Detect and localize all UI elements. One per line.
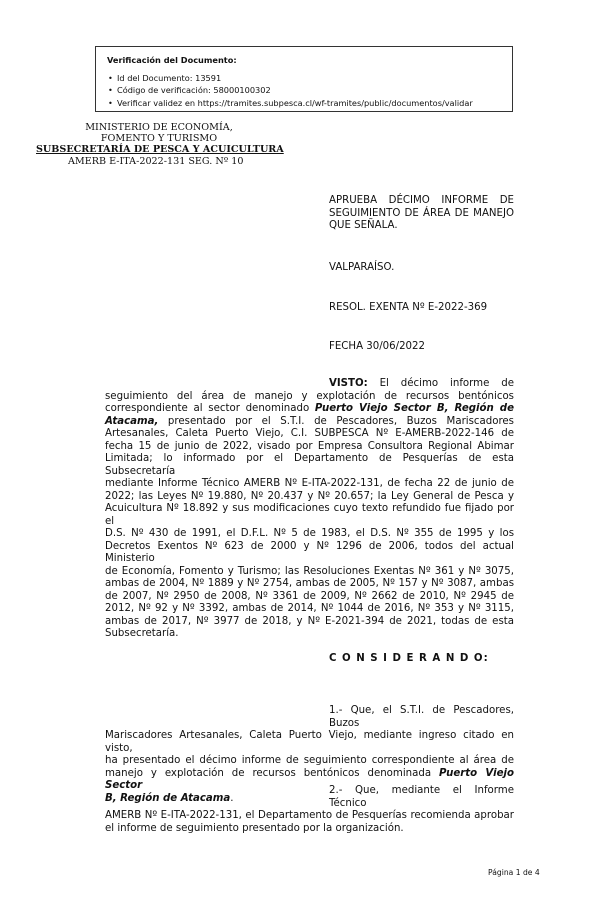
considerando-text: .	[230, 792, 234, 804]
area-name: Atacama,	[105, 415, 159, 427]
verification-code: • Código de verificación: 58000100302	[117, 84, 512, 97]
page-number: Página 1 de 4	[488, 868, 540, 877]
ministry-header	[59, 122, 259, 144]
place: VALPARAÍSO.	[329, 262, 395, 273]
visto-label: VISTO:	[329, 378, 368, 389]
verification-list	[107, 72, 512, 110]
verification-link[interactable]: • Verificar validez en https://tramites.subpesca.cl/wf-tramites/public/documentos/validar	[117, 97, 512, 110]
verification-title: Verificación del Documento:	[107, 55, 237, 65]
visto-line: Acuicultura Nº 18.892 y sus modificaciones cuyo texto refundido fue fijado por el	[105, 503, 514, 527]
visto-line: Subsecretaría.	[105, 628, 179, 639]
verification-box	[95, 46, 513, 112]
visto-text: presentado por el S.T.I. de Pescadores, Buzos Mariscadores	[158, 415, 514, 427]
area-name: Puerto Viejo Sector B, Región de	[314, 403, 514, 414]
ministry-line-1: MINISTERIO DE ECONOMÍA,	[85, 122, 233, 133]
considerando-line: AMERB Nº E-ITA-2022-131, el Departamento de Pesquerías recomienda aprobar	[105, 810, 514, 821]
considerando-line: el informe de seguimiento presentado por la organización.	[105, 822, 404, 834]
visto-line: 2022; las Leyes Nº 19.880, Nº 20.437 y Nº 20.657; la Ley General de Pesca y	[105, 490, 514, 502]
visto-line: Limitada; lo informado por el Departamento de Pesquerías de esta Subsecretaría	[105, 453, 514, 477]
visto-lead-line	[105, 378, 514, 391]
summary-line: QUE SEÑALA.	[329, 220, 398, 231]
area-name: B, Región de Atacama	[105, 792, 231, 804]
visto-line: 2012, Nº 92 y Nº 3392, ambas de 2014, Nº 1044 de 2016, Nº 353 y Nº 3115,	[105, 603, 514, 614]
visto-line: ambas de 2017, Nº 3977 de 2018, y Nº E-2021-394 de 2021, todas de esta	[105, 615, 514, 627]
visto-lead-text: El décimo informe de	[367, 378, 514, 389]
resolution-date: FECHA 30/06/2022	[329, 341, 425, 352]
considerando-line: 2.- Que, mediante el Informe Técnico	[329, 785, 514, 809]
summary-line: SEGUIMIENTO DE ÁREA DE MANEJO	[329, 207, 514, 219]
considerando-2	[105, 785, 514, 835]
considerando-text: manejo y explotación de recursos bentónicos denominada	[105, 767, 439, 779]
summary-line: APRUEBA DÉCIMO INFORME DE	[329, 195, 514, 206]
visto-line	[105, 403, 514, 416]
visto-paragraph	[105, 378, 514, 641]
subsecretaria-title: SUBSECRETARÍA DE PESCA Y ACUICULTURA	[36, 144, 284, 155]
visto-text: correspondiente al sector denominado	[105, 403, 315, 414]
area-name: Puerto Viejo Sector	[105, 767, 514, 791]
visto-line: fecha 15 de junio de 2022, visado por Empresa Consultora Regional Abimar	[105, 440, 514, 452]
ministry-line-2: FOMENTO Y TURISMO	[100, 133, 218, 144]
resolution-number: RESOL. EXENTA Nº E-2022-369	[329, 302, 488, 313]
visto-line: de 2007, Nº 2950 de 2008, Nº 3361 de 2009, Nº 2662 de 2010, Nº 2945 de	[105, 590, 514, 602]
visto-line: D.S. Nº 430 de 1991, el D.F.L. Nº 5 de 1983, el D.S. Nº 355 de 1995 y los	[105, 528, 514, 539]
considerando-heading: C O N S I D E R A N D O:	[329, 653, 489, 664]
document-reference: AMERB E-ITA-2022-131 SEG. Nº 10	[68, 156, 244, 167]
considerando-line: ha presentado el décimo informe de seguimiento correspondiente al área de	[105, 755, 514, 766]
document-id: • Id del Documento: 13591	[117, 72, 512, 85]
visto-line: mediante Informe Técnico AMERB Nº E-ITA-2022-131, de fecha 22 de junio de	[105, 478, 514, 489]
visto-line: Decretos Exentos Nº 623 de 2000 y Nº 1296 de 2006, todos del actual Ministerio	[105, 540, 514, 564]
resolution-summary	[329, 195, 514, 233]
considerando-line: Mariscadores Artesanales, Caleta Puerto Viejo, mediante ingreso citado en visto,	[105, 730, 514, 754]
visto-line: Artesanales, Caleta Puerto Viejo, C.I. SUBPESCA Nº E-AMERB-2022-146 de	[105, 428, 514, 439]
visto-line	[105, 416, 514, 429]
visto-line: seguimiento del área de manejo y explotación de recursos bentónicos	[105, 390, 514, 402]
considerando-line: 1.- Que, el S.T.I. de Pescadores, Buzos	[329, 705, 514, 729]
visto-line: de Economía, Fomento y Turismo; las Resoluciones Exentas Nº 361 y Nº 3075,	[105, 565, 514, 577]
visto-line: ambas de 2004, Nº 1889 y Nº 2754, ambas de 2005, Nº 157 y Nº 3087, ambas	[105, 578, 514, 589]
